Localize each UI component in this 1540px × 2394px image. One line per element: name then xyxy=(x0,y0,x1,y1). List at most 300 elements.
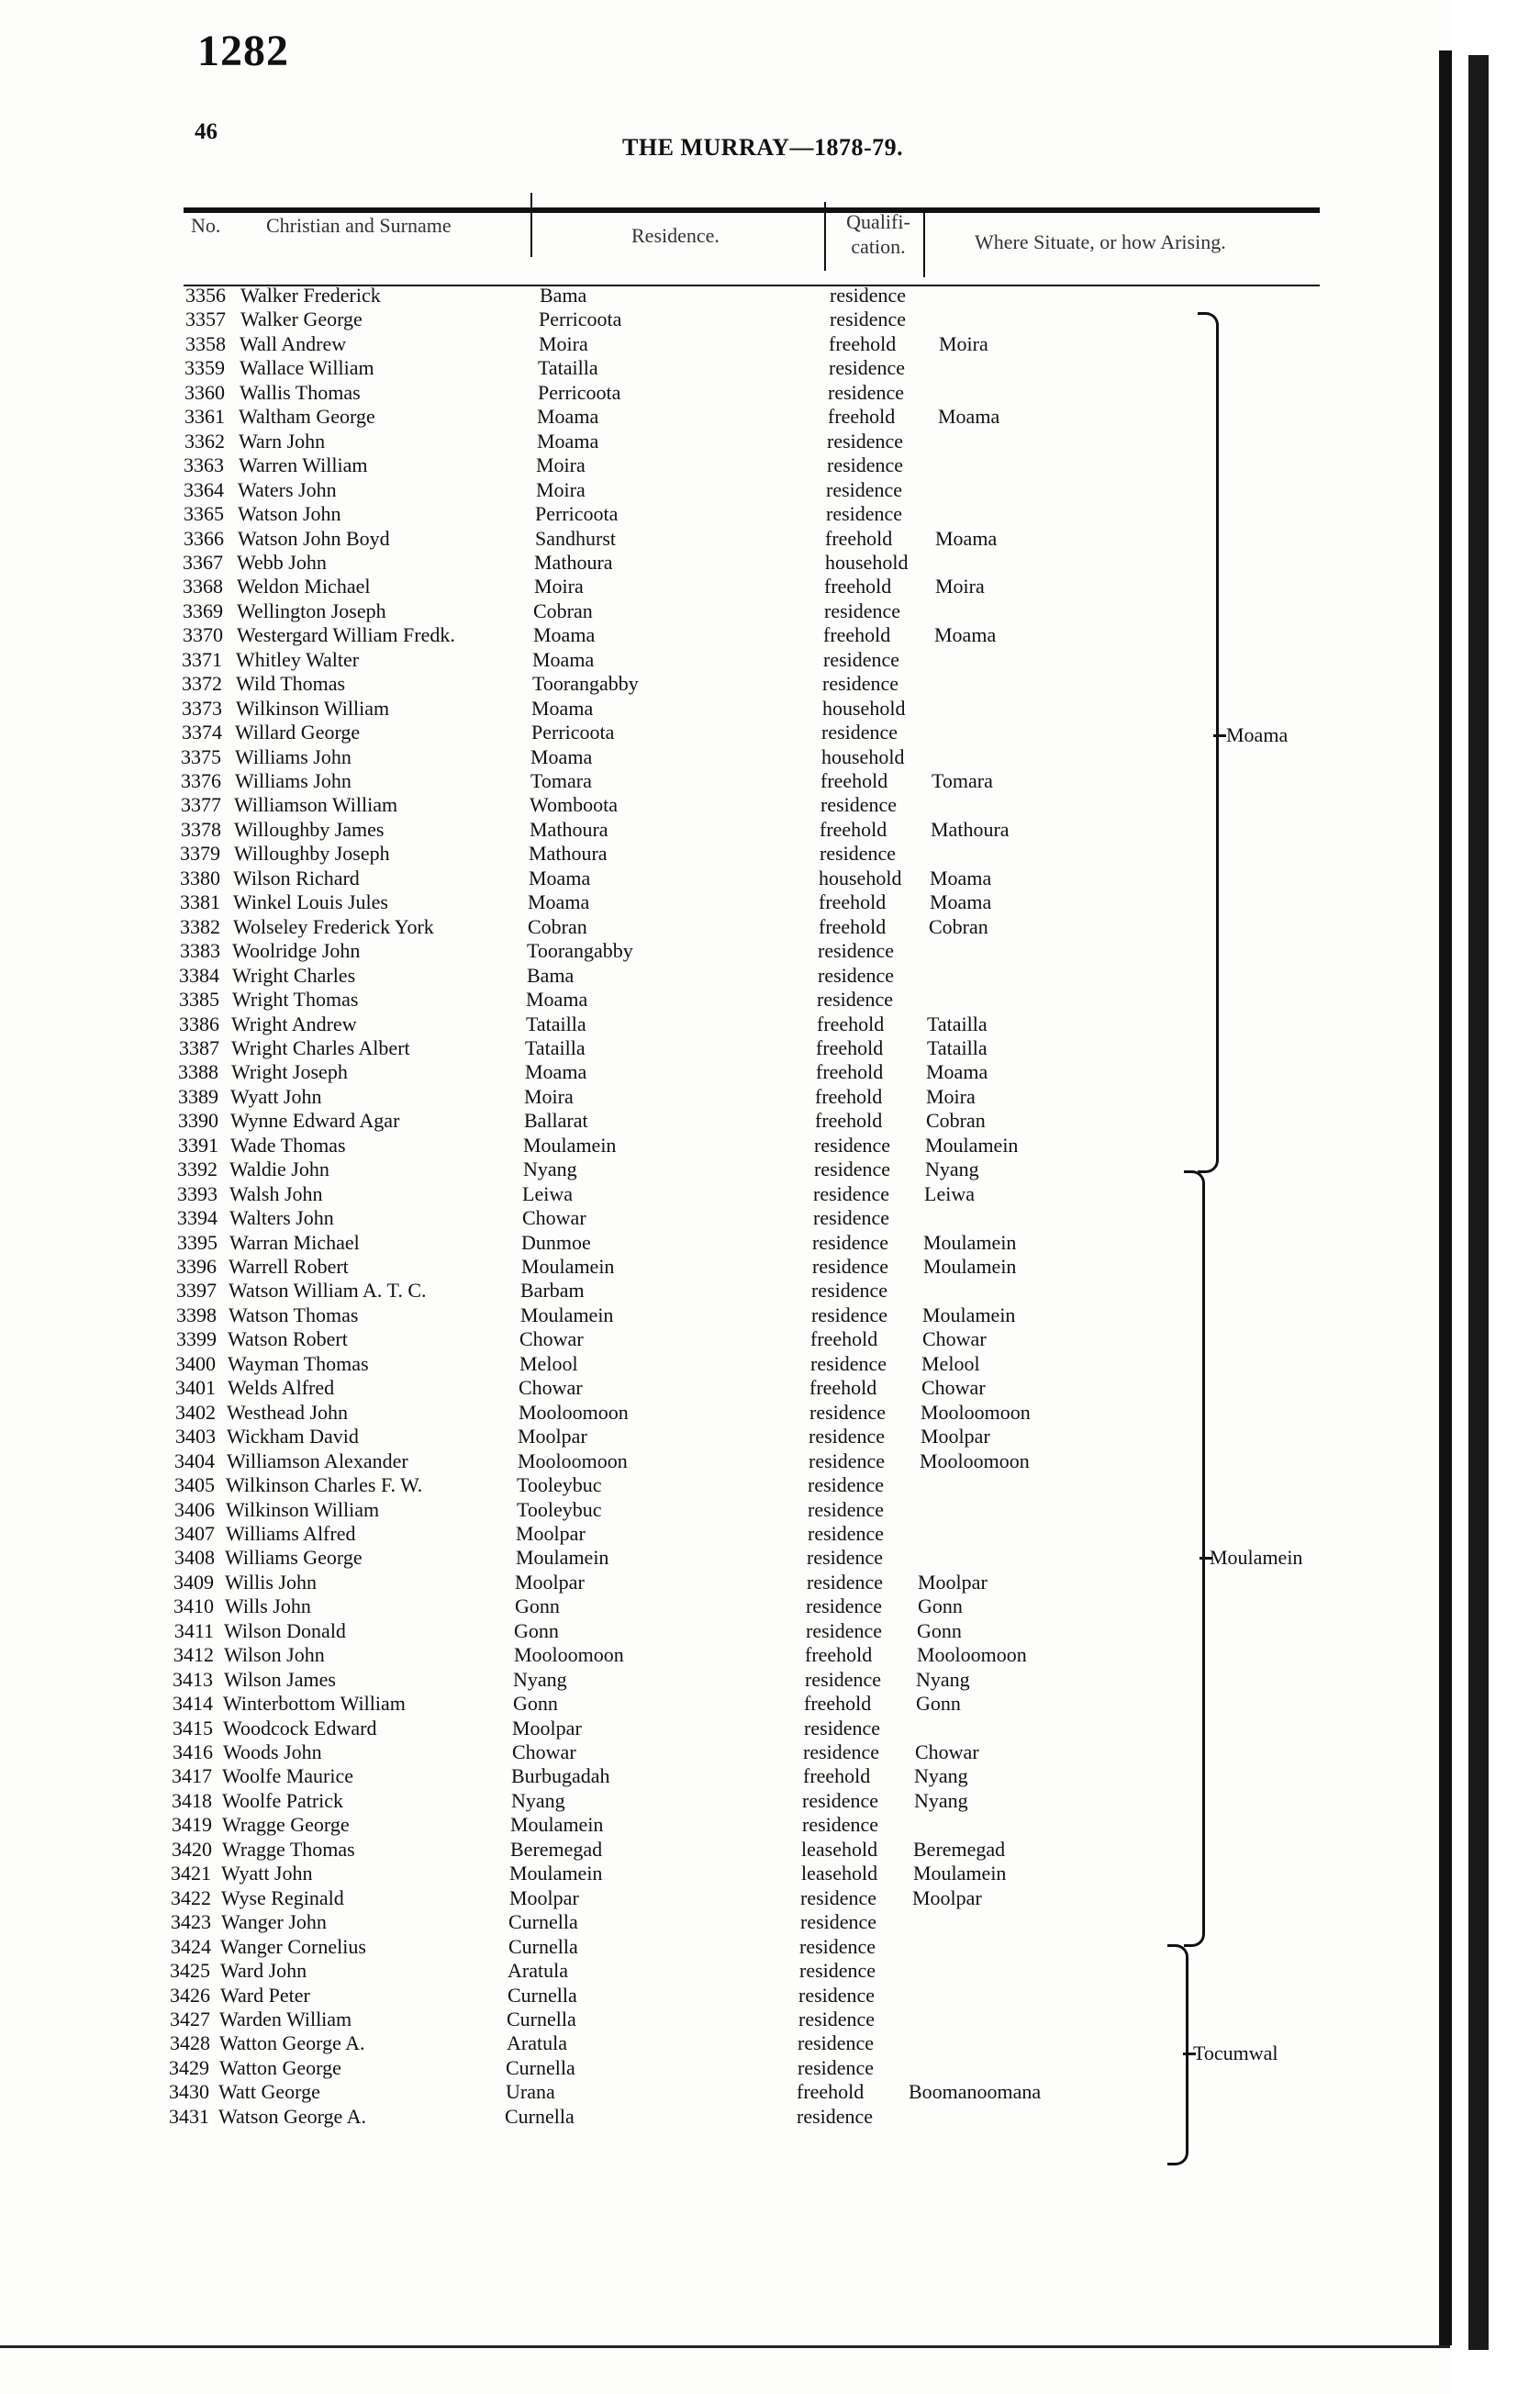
entry-name: Wanger John xyxy=(221,1910,327,1933)
entry-name: Williamson William xyxy=(234,793,398,816)
column-header-name: Christian and Surname xyxy=(266,214,452,237)
entry-row xyxy=(0,1230,1450,1255)
entry-residence: Toorangabby xyxy=(532,672,639,695)
entry-qualification: household xyxy=(825,551,909,574)
entry-residence: Barbam xyxy=(520,1279,585,1302)
entry-where-situate: Moama xyxy=(935,527,998,550)
entry-number: 3356 xyxy=(185,284,226,307)
entry-name: Wilson Richard xyxy=(233,867,360,889)
entry-number: 3360 xyxy=(184,381,225,404)
entry-number: 3419 xyxy=(172,1813,212,1836)
entry-row xyxy=(0,744,1450,769)
entry-qualification: residence xyxy=(802,1789,879,1812)
entry-qualification: residence xyxy=(829,356,906,379)
entry-row xyxy=(0,1278,1450,1303)
entry-residence: Moolpar xyxy=(515,1571,585,1594)
entry-residence: Chowar xyxy=(519,1327,584,1350)
entry-where-situate: Moira xyxy=(926,1085,976,1108)
entry-number: 3389 xyxy=(178,1085,218,1108)
entry-qualification: residence xyxy=(799,1959,876,1982)
entry-name: Wilson Donald xyxy=(224,1619,346,1642)
entry-row xyxy=(0,1497,1450,1522)
entry-name: Wragge Thomas xyxy=(222,1838,355,1861)
entry-row xyxy=(0,1983,1450,2008)
entry-number: 3429 xyxy=(169,2056,209,2079)
entry-number: 3382 xyxy=(180,915,220,938)
entry-where-situate: Nyang xyxy=(914,1764,968,1787)
entry-row xyxy=(0,380,1450,405)
entry-number: 3417 xyxy=(172,1764,212,1787)
entry-where-situate: Chowar xyxy=(915,1740,979,1763)
entry-number: 3376 xyxy=(181,769,221,792)
entry-name: Woolfe Maurice xyxy=(222,1764,353,1787)
entry-where-situate: Mathoura xyxy=(931,818,1010,841)
entry-name: Wallace William xyxy=(240,356,374,379)
entry-row xyxy=(0,307,1450,331)
entry-residence: Aratula xyxy=(507,2031,567,2054)
entry-row xyxy=(0,671,1450,696)
entry-qualification: residence xyxy=(809,1425,886,1448)
entry-qualification: residence xyxy=(830,284,907,307)
entry-residence: Mooloomoon xyxy=(518,1449,628,1472)
entry-number: 3397 xyxy=(176,1279,217,1302)
entry-row xyxy=(0,501,1450,526)
entry-number: 3427 xyxy=(170,2008,210,2030)
entry-qualification: freehold xyxy=(824,575,892,598)
entry-where-situate: Nyang xyxy=(925,1158,979,1180)
entry-where-situate: Cobran xyxy=(926,1109,986,1132)
entry-residence: Beremegad xyxy=(510,1838,603,1861)
entry-name: Williamson Alexander xyxy=(227,1449,408,1472)
entry-residence: Perricoota xyxy=(535,502,619,525)
entry-number: 3371 xyxy=(182,648,222,671)
entry-qualification: residence xyxy=(826,478,903,501)
entry-name: Willard George xyxy=(235,721,361,744)
entry-row xyxy=(0,696,1450,721)
entry-residence: Cobran xyxy=(533,599,593,622)
entry-residence: Perricoota xyxy=(538,381,621,404)
entry-residence: Moulamein xyxy=(520,1303,614,1326)
entry-where-situate: Moama xyxy=(934,623,997,646)
entry-number: 3357 xyxy=(185,308,226,330)
entry-name: Watt George xyxy=(218,2080,320,2103)
entry-number: 3426 xyxy=(170,1984,210,2007)
entry-residence: Mathoura xyxy=(529,842,608,865)
entry-where-situate: Mooloomoon xyxy=(917,1643,1027,1666)
entry-qualification: residence xyxy=(811,1279,888,1302)
entry-name: Watson John Boyd xyxy=(238,527,390,550)
facing-page-edge xyxy=(1468,55,1489,2350)
entry-row xyxy=(0,1837,1450,1862)
entry-row xyxy=(0,1351,1450,1376)
column-header-qualification: Qualifi- cation. xyxy=(846,210,910,258)
entry-where-situate: Cobran xyxy=(929,915,988,938)
entry-row xyxy=(0,622,1450,647)
entry-name: Wilkinson William xyxy=(236,697,390,720)
entry-row xyxy=(0,914,1450,939)
entry-residence: Bama xyxy=(527,964,575,987)
entry-name: Wilson James xyxy=(224,1668,336,1691)
entry-qualification: residence xyxy=(806,1594,883,1617)
entry-qualification: residence xyxy=(803,1740,880,1763)
entry-name: Walker Frederick xyxy=(240,284,381,307)
entry-residence: Moulamein xyxy=(509,1862,603,1885)
entry-residence: Curnella xyxy=(506,2056,575,2079)
entry-number: 3381 xyxy=(180,890,220,913)
entry-row xyxy=(0,1108,1450,1133)
entry-residence: Gonn xyxy=(514,1619,559,1642)
entry-name: Wright Joseph xyxy=(231,1060,348,1083)
entry-qualification: residence xyxy=(820,793,898,816)
entry-number: 3363 xyxy=(184,453,224,476)
entry-row xyxy=(0,1424,1450,1449)
entry-number: 3423 xyxy=(171,1910,211,1933)
entry-number: 3367 xyxy=(183,551,223,574)
entry-qualification: residence xyxy=(821,721,898,744)
entry-row xyxy=(0,1570,1450,1594)
entry-residence: Toorangabby xyxy=(527,939,633,962)
entry-number: 3407 xyxy=(174,1522,215,1545)
entry-row xyxy=(0,526,1450,551)
entry-residence: Gonn xyxy=(515,1594,560,1617)
entry-residence: Burbugadah xyxy=(511,1764,610,1787)
entry-where-situate: Tatailla xyxy=(927,1036,988,1059)
entry-row xyxy=(0,1958,1450,1983)
entry-name: Wyatt John xyxy=(221,1862,313,1885)
entry-name: Waters John xyxy=(238,478,337,501)
entry-where-situate: Chowar xyxy=(921,1376,986,1399)
entry-residence: Nyang xyxy=(511,1789,565,1812)
entry-row xyxy=(0,1812,1450,1837)
entry-row xyxy=(0,574,1450,598)
entry-row xyxy=(0,1740,1450,1764)
entry-qualification: freehold xyxy=(817,1012,885,1035)
entry-row xyxy=(0,2104,1450,2129)
entry-row xyxy=(0,1934,1450,1959)
entry-qualification: freehold xyxy=(815,1085,883,1108)
entry-number: 3373 xyxy=(182,697,222,720)
entry-qualification: residence xyxy=(813,1182,890,1205)
page-stamp: 1282 xyxy=(197,27,289,75)
entry-number: 3408 xyxy=(174,1546,215,1569)
entry-number: 3392 xyxy=(177,1158,218,1180)
entry-qualification: freehold xyxy=(804,1692,872,1715)
entry-name: Watton George xyxy=(219,2056,341,2079)
entry-row xyxy=(0,841,1450,866)
entry-where-situate: Moira xyxy=(939,332,988,355)
entry-name: Warden William xyxy=(219,2008,352,2030)
entry-name: Willoughby Joseph xyxy=(234,842,390,865)
entry-row xyxy=(0,963,1450,988)
entry-row xyxy=(0,1205,1450,1230)
entry-residence: Chowar xyxy=(512,1740,576,1763)
entry-residence: Perricoota xyxy=(531,721,615,744)
entry-name: Wall Andrew xyxy=(240,332,347,355)
entry-residence: Moama xyxy=(526,988,588,1011)
entry-row xyxy=(0,283,1450,308)
entry-name: Watson John xyxy=(238,502,341,525)
entry-residence: Mathoura xyxy=(530,818,608,841)
entry-where-situate: Beremegad xyxy=(913,1838,1006,1861)
entry-number: 3416 xyxy=(173,1740,213,1763)
entry-name: Webb John xyxy=(237,551,327,574)
entry-name: Wyatt John xyxy=(230,1085,322,1108)
entry-residence: Tomara xyxy=(530,769,592,792)
entry-qualification: residence xyxy=(823,648,900,671)
entry-number: 3361 xyxy=(184,405,225,428)
entry-row xyxy=(0,1667,1450,1692)
entry-residence: Moulamein xyxy=(516,1546,609,1569)
entry-number: 3411 xyxy=(173,1619,214,1642)
entry-number: 3405 xyxy=(174,1473,215,1496)
entry-number: 3364 xyxy=(184,478,224,501)
entry-row xyxy=(0,1326,1450,1351)
entry-where-situate: Mooloomoon xyxy=(921,1401,1031,1424)
entry-name: Westhead John xyxy=(227,1401,349,1424)
entry-number: 3377 xyxy=(181,793,221,816)
entry-row xyxy=(0,1472,1450,1497)
entry-name: Walker George xyxy=(240,308,363,330)
entry-residence: Urana xyxy=(506,2080,555,2103)
entry-row xyxy=(0,866,1450,890)
entry-number: 3396 xyxy=(176,1255,217,1278)
entry-name: Wayman Thomas xyxy=(228,1352,369,1375)
entry-name: Ward Peter xyxy=(220,1984,310,2007)
entry-residence: Moolpar xyxy=(509,1886,579,1909)
entry-row xyxy=(0,1012,1450,1036)
entry-row xyxy=(0,647,1450,672)
entry-name: Watson George A. xyxy=(218,2105,366,2128)
entry-name: Wright Thomas xyxy=(232,988,359,1011)
entry-row xyxy=(0,1691,1450,1716)
entry-number: 3430 xyxy=(169,2080,209,2103)
entry-number: 3431 xyxy=(169,2105,209,2128)
entry-name: Wanger Cornelius xyxy=(220,1935,366,1958)
entry-where-situate: Moolpar xyxy=(912,1886,982,1909)
entry-row xyxy=(0,817,1450,842)
entry-row xyxy=(0,768,1450,793)
entry-qualification: residence xyxy=(807,1546,884,1569)
entry-qualification: leasehold xyxy=(801,1838,878,1861)
entry-where-situate: Gonn xyxy=(916,1692,961,1715)
entry-qualification: residence xyxy=(813,1206,890,1229)
entry-row xyxy=(0,331,1450,356)
entry-number: 3425 xyxy=(170,1959,210,1982)
entry-name: Warn John xyxy=(239,430,326,453)
entry-number: 3413 xyxy=(173,1668,213,1691)
entry-where-situate: Moolpar xyxy=(918,1571,988,1594)
entry-row xyxy=(0,598,1450,623)
entry-qualification: household xyxy=(821,745,905,768)
entry-row xyxy=(0,1059,1450,1084)
entry-number: 3421 xyxy=(171,1862,211,1885)
entry-qualification: freehold xyxy=(825,527,893,550)
entry-number: 3393 xyxy=(177,1182,218,1205)
entry-row xyxy=(0,987,1450,1012)
entry-where-situate: Moulamein xyxy=(923,1231,1017,1254)
entry-where-situate: Moama xyxy=(926,1060,988,1083)
entry-qualification: residence xyxy=(822,672,899,695)
entry-number: 3415 xyxy=(173,1717,213,1740)
entry-residence: Moira xyxy=(536,478,586,501)
entry-name: Wilkinson William xyxy=(226,1498,380,1521)
entry-number: 3414 xyxy=(173,1692,213,1715)
entry-where-situate: Moira xyxy=(935,575,985,598)
entry-row xyxy=(0,1909,1450,1934)
entry-name: Wragge George xyxy=(222,1813,350,1836)
entry-name: Winkel Louis Jules xyxy=(233,890,388,913)
entry-qualification: freehold xyxy=(820,769,888,792)
entry-residence: Moulamein xyxy=(521,1255,615,1278)
entry-name: Welds Alfred xyxy=(228,1376,335,1399)
entry-residence: Dunmoe xyxy=(521,1231,591,1254)
column-header-where: Where Situate, or how Arising. xyxy=(975,230,1226,253)
entry-name: Wickham David xyxy=(227,1425,359,1448)
entry-row xyxy=(0,1716,1450,1740)
entry-row xyxy=(0,1642,1450,1667)
entry-qualification: residence xyxy=(826,502,903,525)
entry-where-situate: Moama xyxy=(938,405,1000,428)
entry-residence: Moira xyxy=(524,1085,574,1108)
entry-number: 3358 xyxy=(185,332,226,355)
entry-row xyxy=(0,1181,1450,1206)
entry-number: 3366 xyxy=(184,527,224,550)
entry-residence: Perricoota xyxy=(539,308,622,330)
entry-qualification: freehold xyxy=(819,890,887,913)
entry-qualification: residence xyxy=(805,1668,882,1691)
entry-where-situate: Moulamein xyxy=(923,1255,1017,1278)
entry-row xyxy=(0,1157,1450,1181)
entry-name: Williams Alfred xyxy=(226,1522,356,1545)
entry-qualification: freehold xyxy=(810,1327,878,1350)
entry-qualification: freehold xyxy=(820,818,887,841)
entry-qualification: residence xyxy=(812,1231,889,1254)
entry-name: Whitley Walter xyxy=(236,648,360,671)
entry-row xyxy=(0,1861,1450,1885)
entry-qualification: residence xyxy=(798,2008,876,2030)
entry-residence: Tatailla xyxy=(525,1036,586,1059)
entry-name: Warrell Robert xyxy=(229,1255,349,1278)
entry-qualification: residence xyxy=(809,1401,887,1424)
entry-number: 3379 xyxy=(180,842,220,865)
entry-residence: Moama xyxy=(533,623,596,646)
entry-row xyxy=(0,477,1450,502)
entry-residence: Wombootа xyxy=(530,793,618,816)
entry-name: Wolseley Frederick York xyxy=(233,915,434,938)
entry-row xyxy=(0,1254,1450,1279)
entry-residence: Mathoura xyxy=(534,551,613,574)
entry-qualification: residence xyxy=(817,988,894,1011)
entry-residence: Moama xyxy=(528,890,590,913)
entry-residence: Aratula xyxy=(508,1959,568,1982)
district-brace xyxy=(1198,312,1219,1173)
entry-qualification: residence xyxy=(807,1571,884,1594)
entry-qualification: residence xyxy=(827,430,904,453)
entry-number: 3424 xyxy=(171,1935,211,1958)
entry-qualification: freehold xyxy=(823,623,891,646)
entry-row xyxy=(0,429,1450,453)
entry-number: 3380 xyxy=(180,867,220,889)
entry-name: Wilkinson Charles F. W. xyxy=(226,1473,423,1496)
entry-name: Watson William A. T. C. xyxy=(229,1279,427,1302)
entry-qualification: household xyxy=(822,697,906,720)
entry-where-situate: Moama xyxy=(930,867,992,889)
entry-name: Walsh John xyxy=(229,1182,323,1205)
entry-name: Warran Michael xyxy=(229,1231,360,1254)
entry-name: Williams John xyxy=(235,745,352,768)
entry-row xyxy=(0,2007,1450,2031)
entry-qualification: residence xyxy=(809,1449,886,1472)
entry-name: Watson Robert xyxy=(228,1327,348,1350)
entry-where-situate: Melool xyxy=(921,1352,980,1375)
entry-qualification: residence xyxy=(830,308,907,330)
entry-residence: Moolpar xyxy=(512,1717,582,1740)
entry-qualification: freehold xyxy=(797,2080,865,2103)
entry-number: 3406 xyxy=(174,1498,215,1521)
page-title: THE MURRAY—1878-79. xyxy=(622,134,904,161)
entry-residence: Chowar xyxy=(522,1206,586,1229)
entry-number: 3372 xyxy=(182,672,222,695)
entry-residence: Curnella xyxy=(508,1910,578,1933)
entry-residence: Moolpar xyxy=(516,1522,586,1545)
entry-number: 3384 xyxy=(179,964,219,987)
entry-residence: Moama xyxy=(531,697,594,720)
entry-qualification: residence xyxy=(806,1619,883,1642)
entry-qualification: residence xyxy=(798,2031,875,2054)
entry-row xyxy=(0,550,1450,575)
district-label: Tocumwal xyxy=(1193,2042,1278,2064)
entry-qualification: residence xyxy=(828,381,905,404)
entry-qualification: residence xyxy=(800,1910,877,1933)
entry-qualification: freehold xyxy=(803,1764,871,1787)
entry-residence: Moama xyxy=(532,648,595,671)
entry-name: Williams John xyxy=(235,769,352,792)
entry-name: Waldie John xyxy=(229,1158,329,1180)
entry-residence: Tooleybuc xyxy=(517,1473,602,1496)
entry-qualification: residence xyxy=(800,1886,877,1909)
entry-number: 3374 xyxy=(182,721,222,744)
entry-row xyxy=(0,1400,1450,1425)
entry-where-situate: Moulamein xyxy=(913,1862,1007,1885)
entry-number: 3383 xyxy=(180,939,220,962)
entry-residence: Mooloomoon xyxy=(519,1401,629,1424)
entry-where-situate: Tatailla xyxy=(927,1012,988,1035)
entry-qualification: residence xyxy=(808,1473,885,1496)
entry-name: Warren William xyxy=(239,453,368,476)
entry-residence: Leiwa xyxy=(522,1182,573,1205)
entry-number: 3409 xyxy=(173,1571,214,1594)
entry-qualification: freehold xyxy=(816,1060,884,1083)
entry-number: 3378 xyxy=(181,818,221,841)
entry-residence: Moolpar xyxy=(518,1425,587,1448)
entry-number: 3422 xyxy=(171,1886,211,1909)
entry-qualification: household xyxy=(819,867,902,889)
entry-qualification: freehold xyxy=(815,1109,883,1132)
entry-number: 3365 xyxy=(184,502,224,525)
column-header-residence: Residence. xyxy=(631,224,720,247)
entry-residence: Tooleybuc xyxy=(517,1498,602,1521)
entry-where-situate: Tomara xyxy=(932,769,993,792)
entry-where-situate: Moama xyxy=(930,890,992,913)
entry-number: 3403 xyxy=(175,1425,216,1448)
entry-row xyxy=(0,792,1450,817)
entry-residence: Gonn xyxy=(513,1692,558,1715)
entry-name: Williams George xyxy=(225,1546,363,1569)
entry-qualification: residence xyxy=(811,1303,888,1326)
entry-name: Weldon Michael xyxy=(237,575,371,598)
entry-number: 3362 xyxy=(184,430,225,453)
entry-residence: Curnella xyxy=(507,2008,576,2030)
